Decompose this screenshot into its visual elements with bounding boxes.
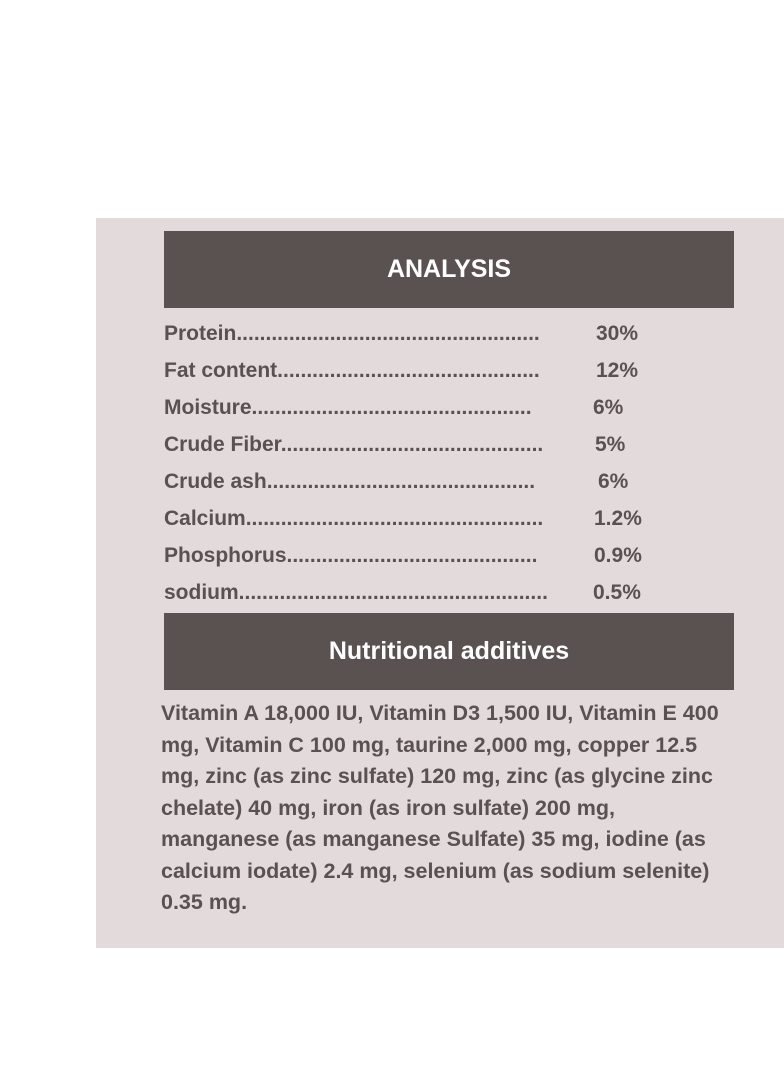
analysis-row-protein [164,319,639,349]
additives-text: Vitamin A 18,000 IU, Vitamin D3 1,500 IU, Vitamin E 400 mg, Vitamin C 100 mg, taurine 2,000 mg, copper 12.5 mg, zinc (as zinc sulfate) 120 mg, zinc (as glycine zinc chelate) 40 mg, iron (as iron sulfate) 200 mg, manganese (as manganese Sulfate) 35 mg, iodine (as calcium iodate) 2.4 mg, selenium (as sodium selenite) 0.35 mg. [161,701,719,914]
analysis-row-value: 0.9% [594,544,642,567]
dot-leader: .................................................... [236,322,540,345]
analysis-row-value: 1.2% [594,507,642,530]
analysis-row-label: Crude Fiber [164,433,281,456]
analysis-row-phosphorus [164,541,642,571]
analysis-row-value: 0.5% [593,581,641,604]
dot-leader: .............................................. [266,470,536,493]
analysis-header: ANALYSIS [164,231,734,308]
analysis-row-value: 6% [593,396,624,419]
dot-leader: ..................................................... [238,581,548,604]
dot-leader: ................................................... [245,507,544,530]
analysis-row-label: Protein [164,322,237,345]
analysis-row-crude-ash [164,467,629,497]
analysis-row-value: 5% [595,433,626,456]
additives-header: Nutritional additives [164,613,734,690]
dot-leader: ........................................... [286,544,538,567]
dot-leader: ................................................ [251,396,532,419]
analysis-row-label: Calcium [164,507,246,530]
analysis-row-value: 30% [596,322,639,345]
dot-leader: ............................................. [280,433,544,456]
analysis-row-label: Moisture [164,396,252,419]
analysis-row-moisture [164,393,624,423]
analysis-row-calcium [164,504,642,534]
analysis-row-label: Crude ash [164,470,267,493]
analysis-row-value: 12% [596,359,639,382]
analysis-row-fat-content [164,356,639,386]
analysis-row-sodium [164,578,641,608]
analysis-row-crude-fiber [164,430,626,460]
dot-leader: ............................................. [277,359,540,382]
analysis-row-label: sodium [164,581,239,604]
analysis-row-label: Phosphorus [164,544,287,567]
analysis-row-label: Fat content [164,359,278,382]
analysis-row-value: 6% [598,470,629,493]
